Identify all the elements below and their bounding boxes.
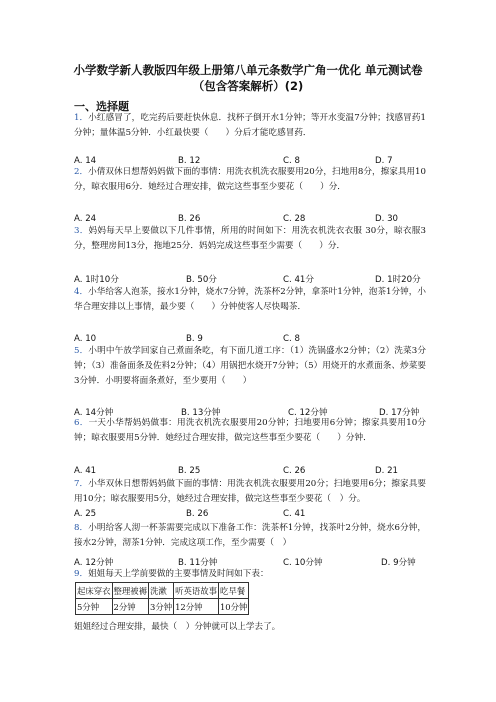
- question-number: 6．: [74, 418, 89, 428]
- option-b: B. 26: [186, 509, 209, 519]
- question-5: [74, 344, 426, 390]
- schedule-table: [75, 582, 249, 615]
- option-a: A. 10: [74, 334, 97, 344]
- table-cell: 听英语故事: [174, 583, 219, 599]
- question-2: [74, 165, 426, 195]
- question-number: 9．: [74, 569, 89, 579]
- option-b: B. 9: [186, 334, 203, 344]
- question-number: 7．: [74, 479, 89, 489]
- option-d: D. 17分钟: [379, 408, 420, 418]
- table-row: [76, 583, 249, 599]
- table-cell: 起床穿衣: [76, 583, 113, 599]
- option-c: C. 10分钟: [283, 558, 323, 568]
- question-text: 小明给客人沏一杯茶需要完成以下准备工作：洗茶杯1分钟，找茶叶2分钟，烧水6分钟，接水2分钟，沏茶1分钟．完成这项工作，至少需要（ ）: [74, 523, 427, 549]
- question-7: [74, 477, 426, 507]
- question-9: [74, 567, 426, 582]
- table-cell: 2分钟: [112, 599, 149, 615]
- option-c: C. 41: [283, 509, 306, 519]
- question-text: 妈妈每天早上要做以下几件事情，所用的时间如下：用洗衣机洗衣衣服 30分，晾衣服3分，整理房间13分，拖地25分．妈妈完成这些事至少需要（ ）分．: [74, 226, 427, 252]
- question-number: 8．: [74, 523, 89, 533]
- option-c: C. 26: [283, 466, 306, 476]
- option-c: C. 41分: [283, 275, 314, 285]
- option-b: B. 50分: [186, 275, 217, 285]
- option-b: B. 13分钟: [181, 408, 221, 418]
- option-a: A. 41: [74, 466, 97, 476]
- table-row: [76, 599, 249, 615]
- option-b: B. 25: [178, 466, 201, 476]
- question-text: 小明中午放学回家自己煮面条吃，有下面几道工序：（1）洗锅盛水2分钟；（2）洗菜3分钟；（3）准备面条及佐料2分钟；（4）用锅把水烧开7分钟；（5）用烧开的水煮面条、炒菜要3分钟．小明要将面条煮好，至少要用（ ）: [74, 346, 427, 387]
- question-8: [74, 521, 426, 551]
- question-6: [74, 416, 426, 446]
- option-c: C. 8: [283, 156, 300, 166]
- options-3: [74, 273, 426, 285]
- option-d: D. 30: [375, 214, 399, 224]
- document-title: 小学数学新人教版四年级上册第八单元条数学广角一优化 单元测试卷（包含答案解析）(2): [73, 63, 423, 93]
- option-c: C. 8: [283, 334, 300, 344]
- question-9-followup: 姐姐经过合理安排，最快（ ）分钟就可以上学去了。: [74, 622, 281, 632]
- question-text: 小华双休日想帮妈妈做下面的事情：用洗衣机洗衣服要用20分；扫地要用6分；擦家具要用10分；晾衣服要用5分，她经过合理安排，做完这些事至少要花（ ）分。: [74, 479, 427, 505]
- option-b: B. 12: [178, 156, 201, 166]
- question-text: 一天小华帮妈妈做事：用洗衣机洗衣服要用20分钟；扫地要用6分钟；擦家具要用10分钟；晾衣服要用5分钟．她经过合理安排，做完这些事至少要花（ ）分钟．: [74, 418, 427, 444]
- question-number: 3．: [74, 226, 89, 236]
- question-number: 4．: [74, 287, 89, 297]
- section-heading: 一、选择题: [74, 100, 129, 113]
- options-7: [74, 509, 426, 521]
- question-1: [74, 111, 426, 141]
- option-a: A. 25: [74, 509, 97, 519]
- question-text: 姐姐每天上学前要做的主要事情及时间如下表：: [88, 569, 269, 579]
- option-b: B. 11分钟: [178, 558, 218, 568]
- table-cell: 3分钟: [149, 599, 174, 615]
- question-text: 小倩双休日想帮妈妈做下面的事情：用洗衣机洗衣服要用20分，扫地用8分，擦家具用10分，晾衣服用6分．她经过合理安排，做完这些事至少要花（ ）分．: [74, 167, 426, 193]
- option-b: B. 26: [178, 214, 201, 224]
- option-d: D. 7: [375, 156, 393, 166]
- option-a: A. 24: [74, 214, 97, 224]
- option-c: C. 12分钟: [288, 408, 328, 418]
- option-a: A. 14分钟: [74, 408, 114, 418]
- option-a: A. 12分钟: [74, 558, 114, 568]
- option-c: C. 28: [283, 214, 306, 224]
- option-d: D. 9分钟: [381, 558, 416, 568]
- question-number: 2．: [74, 167, 89, 177]
- table-cell: 整理被褥: [112, 583, 149, 599]
- option-a: A. 1时10分: [74, 275, 119, 285]
- question-number: 5．: [74, 346, 89, 356]
- option-d: D. 1时20分: [375, 275, 421, 285]
- option-a: A. 14: [74, 156, 97, 166]
- table-cell: 洗漱: [149, 583, 174, 599]
- question-text: 小红感冒了，吃完药后要赶快休息．找杯子倒开水1分钟；等开水变温7分钟；找感冒药1分钟；量体温5分钟．小红最快要（ ）分后才能吃感冒药．: [74, 113, 427, 139]
- question-3: [74, 224, 426, 254]
- option-d: D. 21: [375, 466, 399, 476]
- table-cell: 12分钟: [174, 599, 219, 615]
- table-cell: 吃早餐: [218, 583, 248, 599]
- table-cell: 5分钟: [76, 599, 113, 615]
- question-4: [74, 285, 426, 315]
- question-number: 1．: [74, 113, 89, 123]
- question-text: 小华给客人泡茶，接水1分钟，烧水7分钟，洗茶杯2分钟，拿茶叶1分钟，泡茶1分钟，小华合理安排以上事情，最少要（ ）分钟使客人尽快喝茶．: [74, 287, 427, 313]
- table-cell: 10分钟: [218, 599, 248, 615]
